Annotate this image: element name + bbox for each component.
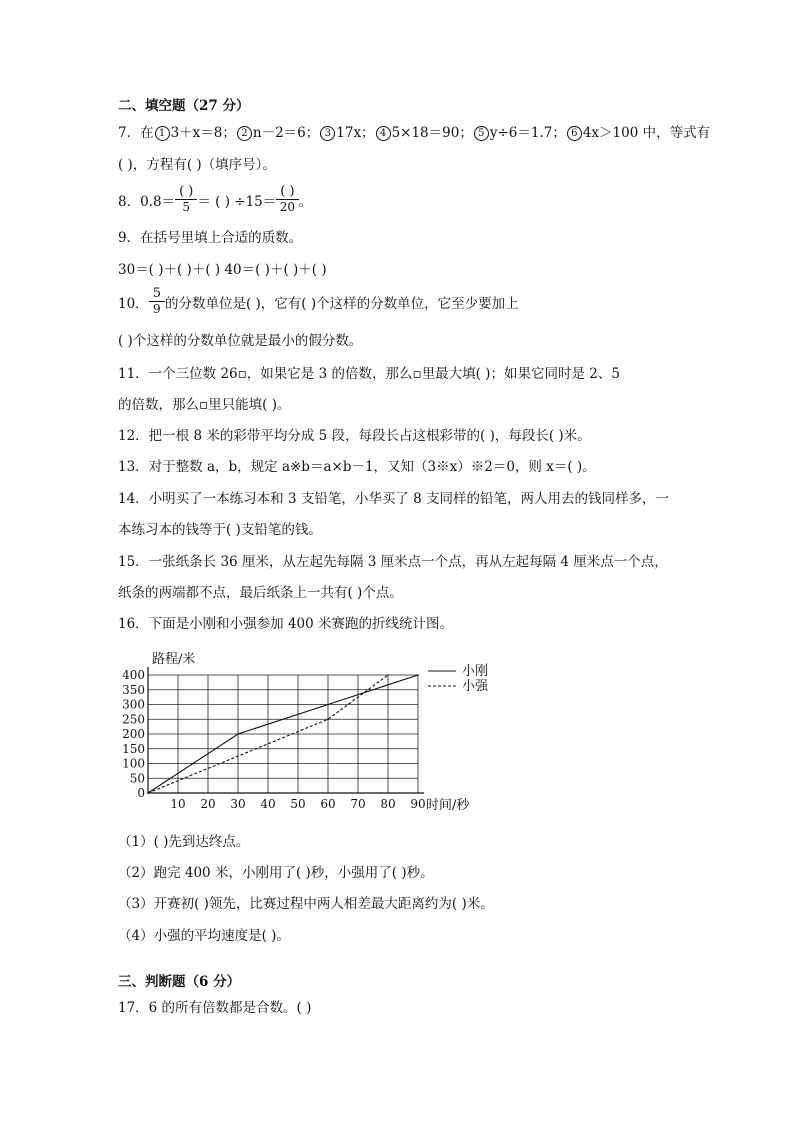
legend-label-1: 小刚 (462, 664, 489, 679)
y-tick-label: 300 (122, 697, 145, 712)
question-12: 12．把一根 8 米的彩带平均分成 5 段，每段长占这根彩带的( )，每段长( )米。 (118, 428, 591, 444)
q8-middle: ＝ ( ) ÷15＝ (197, 194, 277, 210)
q7-item-1: 3＋x＝8； (170, 125, 236, 141)
x-axis-label: 时间/秒 (426, 798, 470, 813)
y-tick-label: 250 (122, 712, 145, 727)
fraction-5-9 (149, 287, 165, 316)
question-8 (118, 184, 313, 217)
x-tick-label: 70 (350, 797, 366, 811)
x-tick-label: 40 (260, 797, 276, 811)
question-15-line-2: 纸条的两端都不点，最后纸条上一共有( )个点。 (118, 585, 403, 601)
series-1-point (237, 733, 239, 735)
question-7-line-2: ( )，方程有( )（填序号）。 (118, 157, 276, 173)
q7-item-6: 4x＞100 中，等式有 (582, 125, 711, 141)
x-tick-label: 20 (200, 797, 216, 811)
q7-prefix: 7．在 (118, 125, 154, 141)
q8-suffix: 。 (298, 194, 313, 210)
y-tick-label: 400 (122, 668, 145, 682)
q7-item-4: 5×18＝90； (391, 125, 473, 141)
question-11-line-1: 11．一个三位数 26▫，如果它是 3 的倍数，那么▫里最大填( )；如果它同时是 2、5 (118, 366, 620, 382)
question-16-sub-4: （4）小强的平均速度是( )。 (118, 928, 290, 944)
y-tick-label: 150 (122, 741, 145, 756)
fraction-blank-over-20 (276, 185, 298, 214)
q7-item-5: y÷6＝1.7； (489, 125, 566, 141)
x-tick-label: 50 (290, 797, 306, 811)
q7-item-2: n－2＝6； (252, 125, 320, 141)
question-11-line-2: 的倍数，那么▫里只能填( )。 (118, 397, 291, 413)
circled-number-5: 5 (474, 126, 489, 141)
question-15-line-1: 15．一张纸条长 36 厘米，从左起先每隔 3 厘米点一个点，再从左起每隔 4 厘米点一个点， (118, 554, 668, 570)
q10-prefix: 10． (118, 296, 149, 312)
circled-number-4: 4 (376, 126, 391, 141)
y-axis-label: 路程/米 (152, 652, 196, 667)
y-tick-label: 100 (122, 756, 145, 771)
y-tick-label: 0 (137, 786, 145, 800)
y-tick-label: 350 (122, 682, 145, 697)
x-tick-label: 30 (230, 797, 246, 811)
section-3-title: 三、判断题（6 分） (118, 974, 241, 990)
line-chart (110, 645, 510, 815)
question-16-sub-2: （2）跑完 400 米，小刚用了( )秒，小强用了( )秒。 (118, 865, 434, 881)
section-2-title: 二、填空题（27 分） (118, 98, 250, 114)
fraction-denominator: 9 (153, 302, 161, 316)
y-tick-label: 200 (122, 727, 145, 741)
fraction-numerator: ( ) (175, 185, 197, 200)
fraction-denominator: 5 (182, 200, 191, 214)
x-tick-label: 80 (380, 797, 396, 811)
circled-number-3: 3 (320, 126, 335, 141)
q7-item-3: 17x； (336, 125, 375, 141)
series-1-point (417, 674, 419, 676)
fraction-blank-over-5 (175, 185, 197, 214)
question-10-line-1 (118, 286, 519, 319)
question-14-line-1: 14．小明买了一本练习本和 3 支铅笔，小华买了 8 支同样的铅笔，两人用去的钱同样多，一 (118, 491, 670, 507)
x-tick-label: 90 (410, 797, 426, 811)
question-10-line-2: ( )个这样的分数单位就是最小的假分数。 (118, 333, 363, 349)
question-9-line-1: 9．在括号里填上合适的质数。 (118, 230, 303, 246)
fraction-numerator: 5 (149, 287, 165, 302)
legend-label-2: 小强 (462, 679, 489, 694)
chart-axes (148, 667, 424, 793)
series-2-point (147, 792, 149, 794)
fraction-numerator: ( ) (276, 185, 298, 200)
chart-legend (428, 663, 489, 694)
question-16-sub-1: （1）( )先到达终点。 (118, 834, 250, 850)
fraction-denominator: 20 (279, 200, 296, 214)
question-16-intro: 16．下面是小刚和小强参加 400 米赛跑的折线统计图。 (118, 616, 454, 632)
q10-rest: 的分数单位是( )，它有( )个这样的分数单位，它至少要加上 (164, 296, 519, 312)
x-tick-label: 60 (320, 797, 336, 811)
chart-grid (148, 675, 418, 793)
question-13: 13．对于整数 a，b，规定 a※b＝a×b－1，又知（3※x）※2＝0，则 x＝( )。 (118, 459, 596, 475)
series-2-point (327, 718, 329, 720)
question-7-line-1 (118, 124, 710, 142)
question-17: 17．6 的所有倍数都是合数。( ) (118, 1000, 312, 1016)
x-tick-label: 10 (170, 797, 186, 811)
circled-number-6: 6 (567, 126, 582, 141)
question-16-sub-3: （3）开赛初( )领先，比赛过程中两人相差最大距离约为( )米。 (118, 896, 494, 912)
circled-number-1: 1 (155, 126, 170, 141)
series-1-point (327, 704, 329, 706)
series-2-point (387, 674, 389, 676)
circled-number-2: 2 (237, 126, 252, 141)
question-14-line-2: 本练习本的钱等于( )支铅笔的钱。 (118, 522, 322, 538)
q8-prefix: 8．0.8＝ (118, 194, 176, 210)
y-tick-label: 50 (129, 771, 145, 786)
question-9-line-2: 30＝( )＋( )＋( ) 40＝( )＋( )＋( ) (118, 262, 327, 278)
